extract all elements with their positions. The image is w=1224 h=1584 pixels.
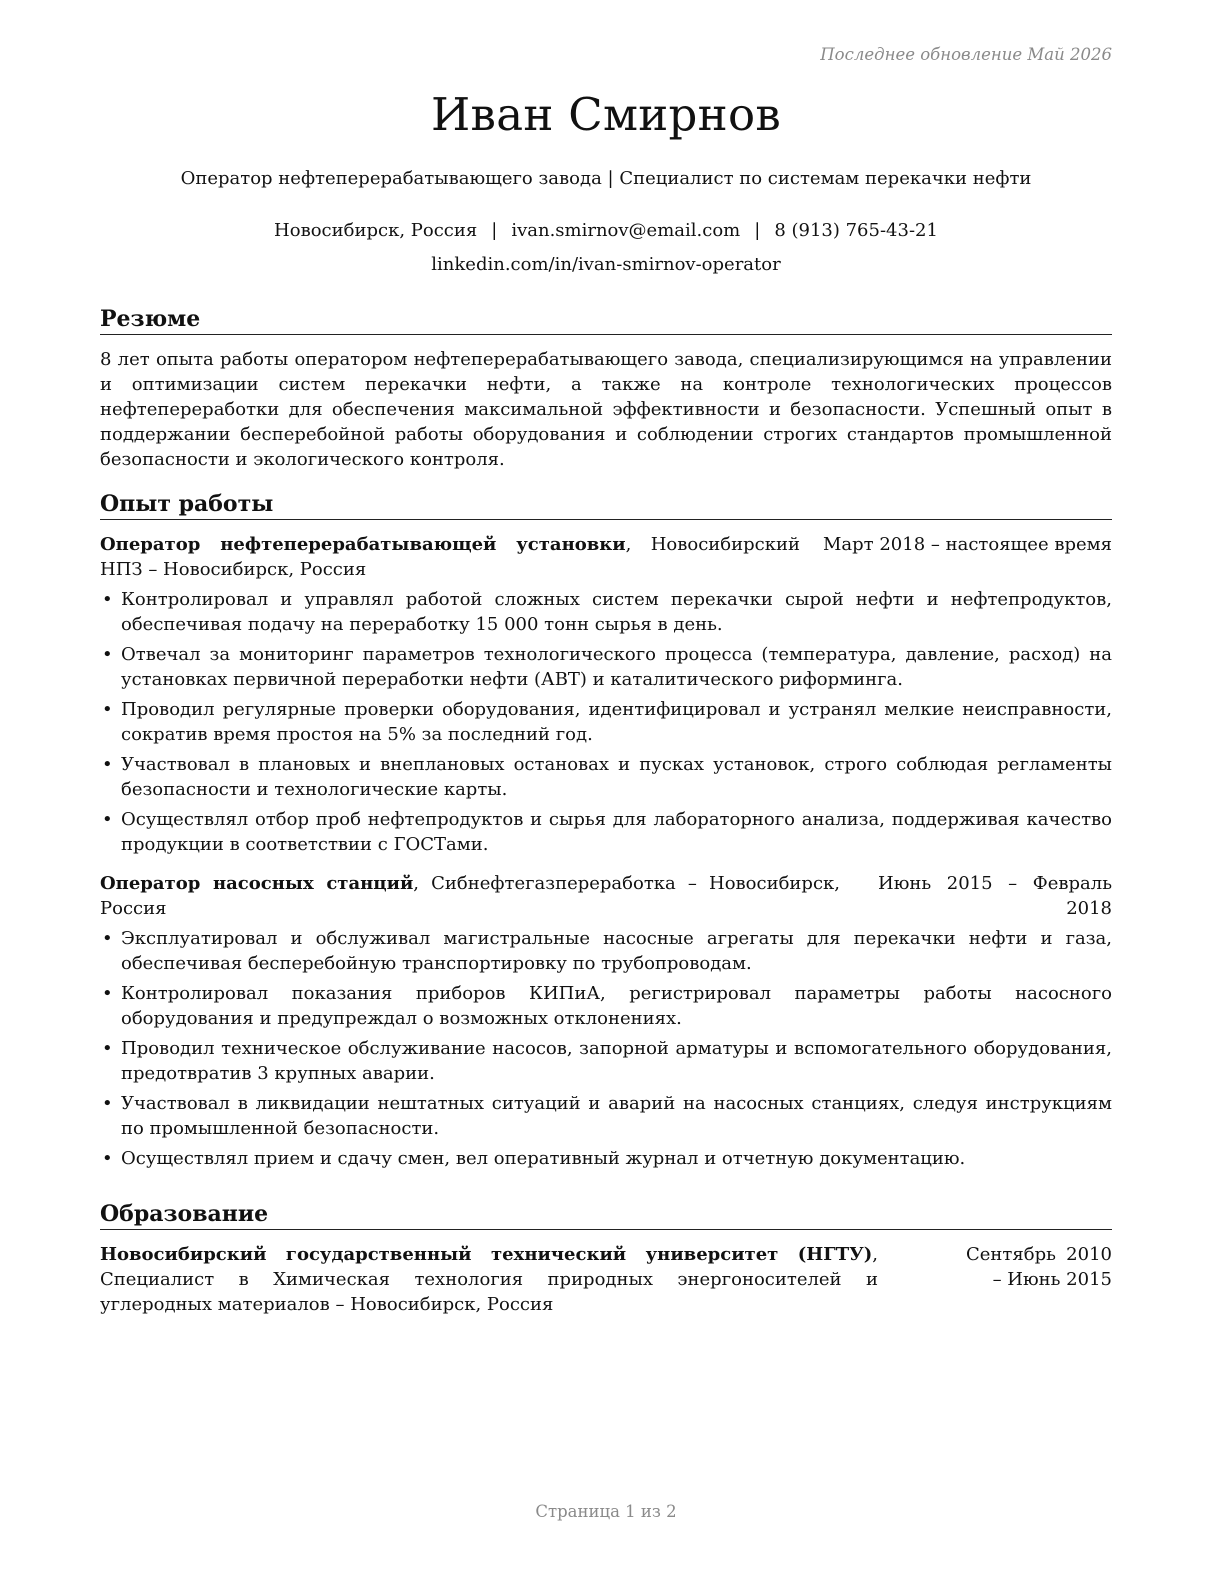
linkedin-link[interactable]: linkedin.com/in/ivan-smirnov-operator (431, 254, 781, 275)
job-org: , Новосибирский НПЗ – Новосибирск, Россия (100, 534, 800, 580)
job-role: Оператор насосных станций (100, 873, 414, 894)
list-item: • Участвовал в плановых и внеплановых остановах и пусках установок, строго соблюдая регламенты безопасности и технологические карты. (100, 752, 1112, 802)
contact-separator: | (754, 220, 761, 241)
experience-heading: Опыт работы (100, 490, 1112, 520)
page-number: Страница 1 из 2 (535, 1502, 677, 1521)
job-entry (100, 532, 1112, 857)
candidate-name: Иван Смирнов (431, 88, 781, 141)
list-item: • Эксплуатировал и обслуживал магистральные насосные агрегаты для перекачки нефти и газа, обеспечивая бесперебойную транспортировку по трубопроводам. (100, 926, 1112, 976)
job-org: , Сибнефтегазпереработка – Новосибирск, Россия (100, 873, 840, 919)
list-item: • Отвечал за мониторинг параметров технологического процесса (температура, давление, расход) на установках первичной переработки нефти (АВТ) и каталитического риформинга. (100, 642, 1112, 692)
education-title-line (100, 1242, 878, 1317)
job-dates: Июнь 2015 – Февраль 2018 (878, 873, 1112, 919)
list-item: • Контролировал показания приборов КИПиА, регистрировал параметры работы насосного оборудования и предупреждал о возможных отклонениях. (100, 981, 1112, 1031)
experience-section (100, 490, 1112, 1176)
job-title-line (100, 532, 800, 582)
job-bullets (100, 587, 1112, 857)
education-entry (100, 1242, 1112, 1317)
job-dates: Март 2018 – настоящее время (822, 534, 1112, 555)
job-header (100, 871, 1112, 921)
contact-line (100, 220, 1112, 241)
list-item: • Участвовал в ликвидации нештатных ситуаций и аварий на насосных станциях, следуя инструкциям по промышленной безопасности. (100, 1091, 1112, 1141)
job-title-line (100, 871, 840, 921)
education-heading: Образование (100, 1200, 1112, 1230)
list-item: • Проводил техническое обслуживание насосов, запорной арматуры и вспомогательного оборудования, предотвратив 3 крупных аварии. (100, 1036, 1112, 1086)
job-role: Оператор нефтеперерабатывающей установки (100, 534, 626, 555)
list-item: • Осуществлял прием и сдачу смен, вел оперативный журнал и отчетную документацию. (100, 1146, 1112, 1171)
education-section (100, 1200, 1112, 1317)
summary-text: 8 лет опыта работы оператором нефтеперерабатывающего завода, специализирующимся на управлении и оптимизации систем перекачки нефти, а также на контроле технологических процессов нефтепереработки для обеспечения максимальной эффективности и безопасности. Успешный опыт в поддержании бесперебойной работы оборудования и соблюдении строгих стандартов промышленной безопасности и экологического контроля. (100, 349, 1112, 470)
contact-phone[interactable]: 8 (913) 765-43-21 (774, 220, 938, 241)
candidate-subtitle: Оператор нефтеперерабатывающего завода | Специалист по системам перекачки нефти (180, 168, 1032, 189)
contact-location: Новосибирск, Россия (274, 220, 478, 241)
contact-email[interactable]: ivan.smirnov@email.com (511, 220, 741, 241)
job-entry (100, 871, 1112, 1171)
education-school: Новосибирский государственный технический университет (НГТУ) (100, 1244, 873, 1265)
resume-page (100, 0, 1112, 1584)
contact-separator: | (491, 220, 498, 241)
education-dates: Сентябрь 2010 – Июнь 2015 (966, 1244, 1112, 1290)
education-detail: , Специалист в Химическая технология природных энергоносителей и углеродных материалов – Новосибирск, Россия (100, 1244, 878, 1315)
summary-section (100, 305, 1112, 472)
list-item: • Осуществлял отбор проб нефтепродуктов и сырья для лабораторного анализа, поддерживая качество продукции в соответствии с ГОСТами. (100, 807, 1112, 857)
job-bullets (100, 926, 1112, 1171)
list-item: • Контролировал и управлял работой сложных систем перекачки сырой нефти и нефтепродуктов, обеспечивая подачу на переработку 15 000 тонн сырья в день. (100, 587, 1112, 637)
job-header (100, 532, 1112, 582)
summary-heading: Резюме (100, 305, 1112, 335)
last-updated: Последнее обновление Май 2026 (820, 45, 1112, 64)
list-item: • Проводил регулярные проверки оборудования, идентифицировал и устранял мелкие неисправности, сократив время простоя на 5% за последний год. (100, 697, 1112, 747)
